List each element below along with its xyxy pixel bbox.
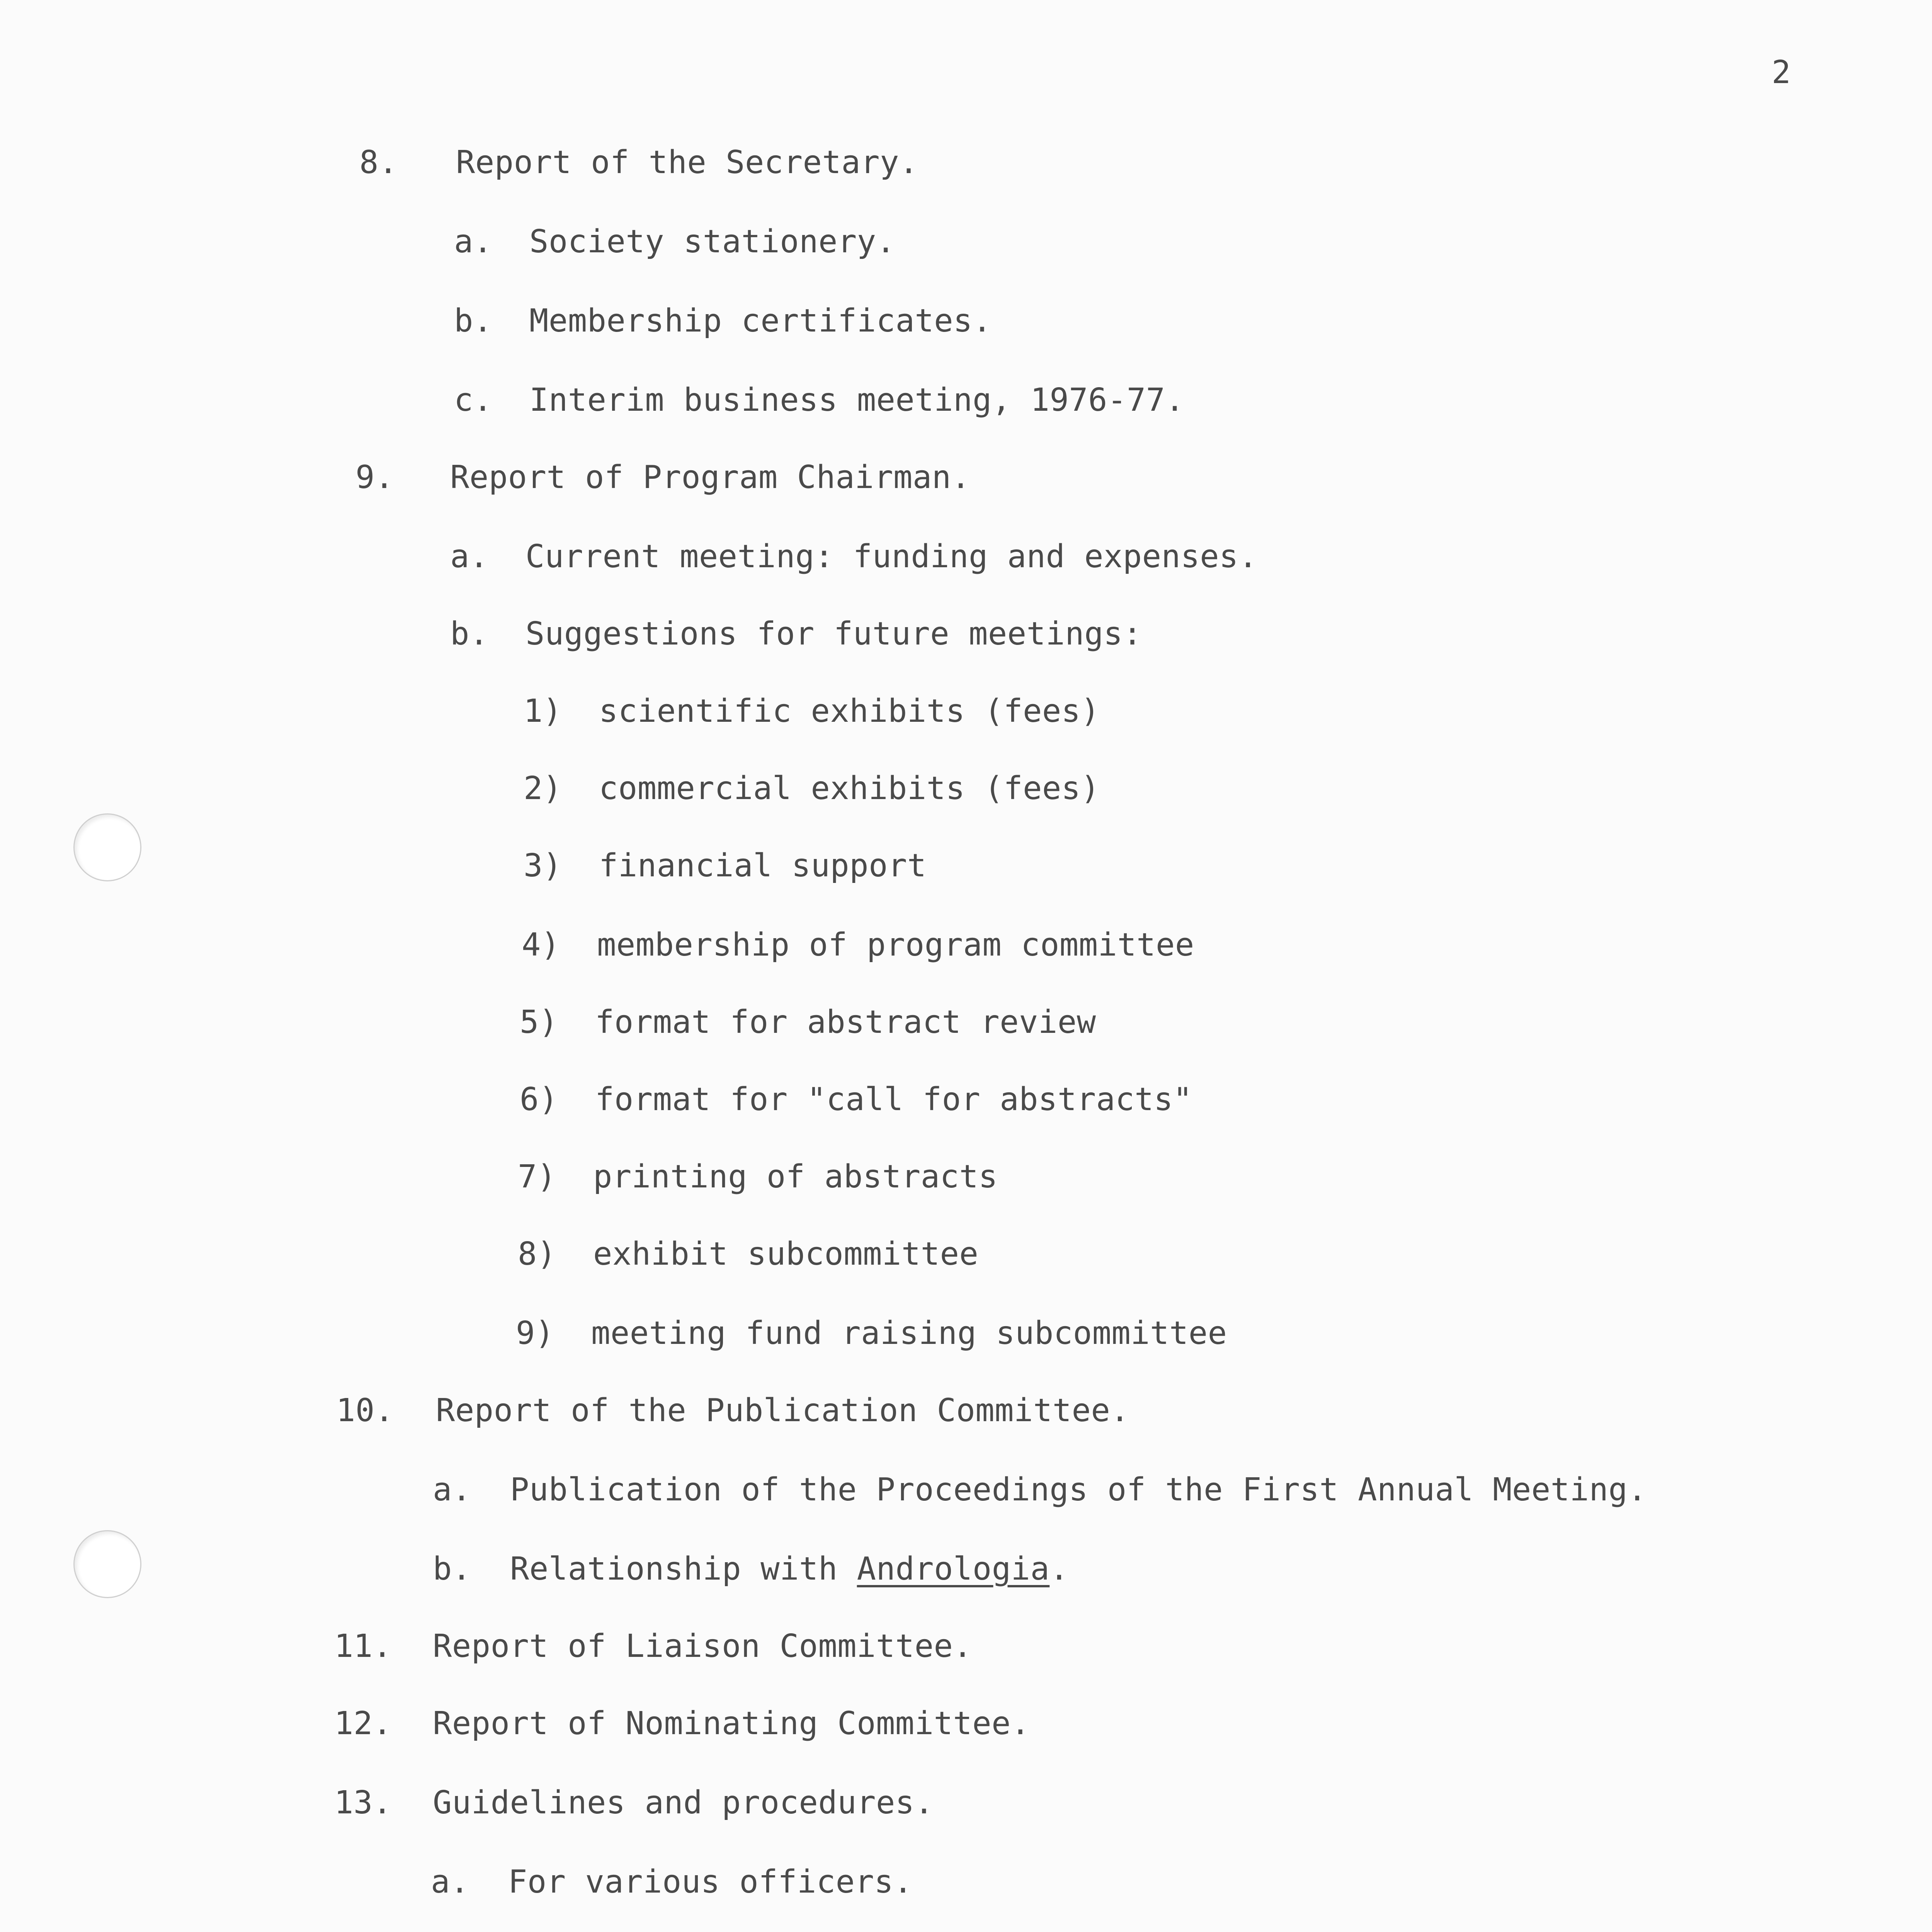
item-number: 10. — [336, 1392, 394, 1429]
item-text: financial support — [599, 847, 927, 884]
item-number: 8) — [518, 1236, 556, 1272]
item-number: a. — [450, 538, 489, 575]
item-text: Report of Program Chairman. — [450, 459, 971, 496]
item-text: membership of program committee — [597, 927, 1194, 963]
item-number: 1) — [524, 693, 562, 730]
item-number: 11. — [334, 1628, 392, 1665]
item-number: 6) — [520, 1081, 558, 1118]
punch-hole-upper — [73, 813, 141, 881]
item-text: Report of the Publication Committee. — [436, 1392, 1130, 1429]
item-text: Report of Nominating Committee. — [433, 1705, 1030, 1742]
item-text: commercial exhibits (fees) — [599, 770, 1100, 807]
item-number: 5) — [520, 1004, 558, 1041]
item-number: b. — [433, 1551, 471, 1587]
item-text-pre: Relationship with — [510, 1551, 857, 1587]
item-number: a. — [433, 1471, 471, 1508]
item-text: Membership certificates. — [529, 303, 992, 339]
item-text: exhibit subcommittee — [593, 1236, 979, 1272]
item-number: 7) — [518, 1158, 556, 1195]
item-number: a. — [431, 1864, 469, 1900]
item-text — [510, 1553, 1069, 1585]
item-number: b. — [450, 616, 489, 652]
item-number: c. — [454, 382, 493, 418]
item-number: 8. — [359, 144, 398, 181]
item-number: a. — [454, 223, 493, 260]
item-number: 3) — [524, 847, 562, 884]
item-text: Guidelines and procedures. — [433, 1784, 934, 1821]
item-number: 12. — [334, 1705, 392, 1742]
item-number: b. — [454, 303, 493, 339]
item-number: 13. — [334, 1784, 392, 1821]
journal-title-underlined: Andrologia — [857, 1551, 1050, 1587]
page-number: 2 — [1772, 54, 1791, 91]
item-text: Suggestions for future meetings: — [526, 616, 1142, 652]
item-text: For various officers. — [508, 1864, 913, 1900]
item-number: 4) — [522, 927, 560, 963]
item-text: Society stationery. — [529, 223, 896, 260]
item-text: format for "call for abstracts" — [595, 1081, 1192, 1118]
item-text: scientific exhibits (fees) — [599, 693, 1100, 730]
punch-hole-lower — [73, 1530, 141, 1598]
item-number: 9) — [516, 1315, 554, 1352]
item-number: 9. — [355, 459, 394, 496]
item-number: 2) — [524, 770, 562, 807]
item-text: meeting fund raising subcommittee — [591, 1315, 1227, 1352]
item-text: format for abstract review — [595, 1004, 1096, 1041]
item-text: Report of Liaison Committee. — [433, 1628, 973, 1665]
item-text: Publication of the Proceedings of the First Annual Meeting. — [510, 1471, 1647, 1508]
item-text-post: . — [1049, 1551, 1069, 1587]
item-text: Report of the Secretary. — [456, 144, 918, 181]
item-text: printing of abstracts — [593, 1158, 998, 1195]
item-text: Current meeting: funding and expenses. — [526, 538, 1258, 575]
item-text: Interim business meeting, 1976-77. — [529, 382, 1185, 418]
